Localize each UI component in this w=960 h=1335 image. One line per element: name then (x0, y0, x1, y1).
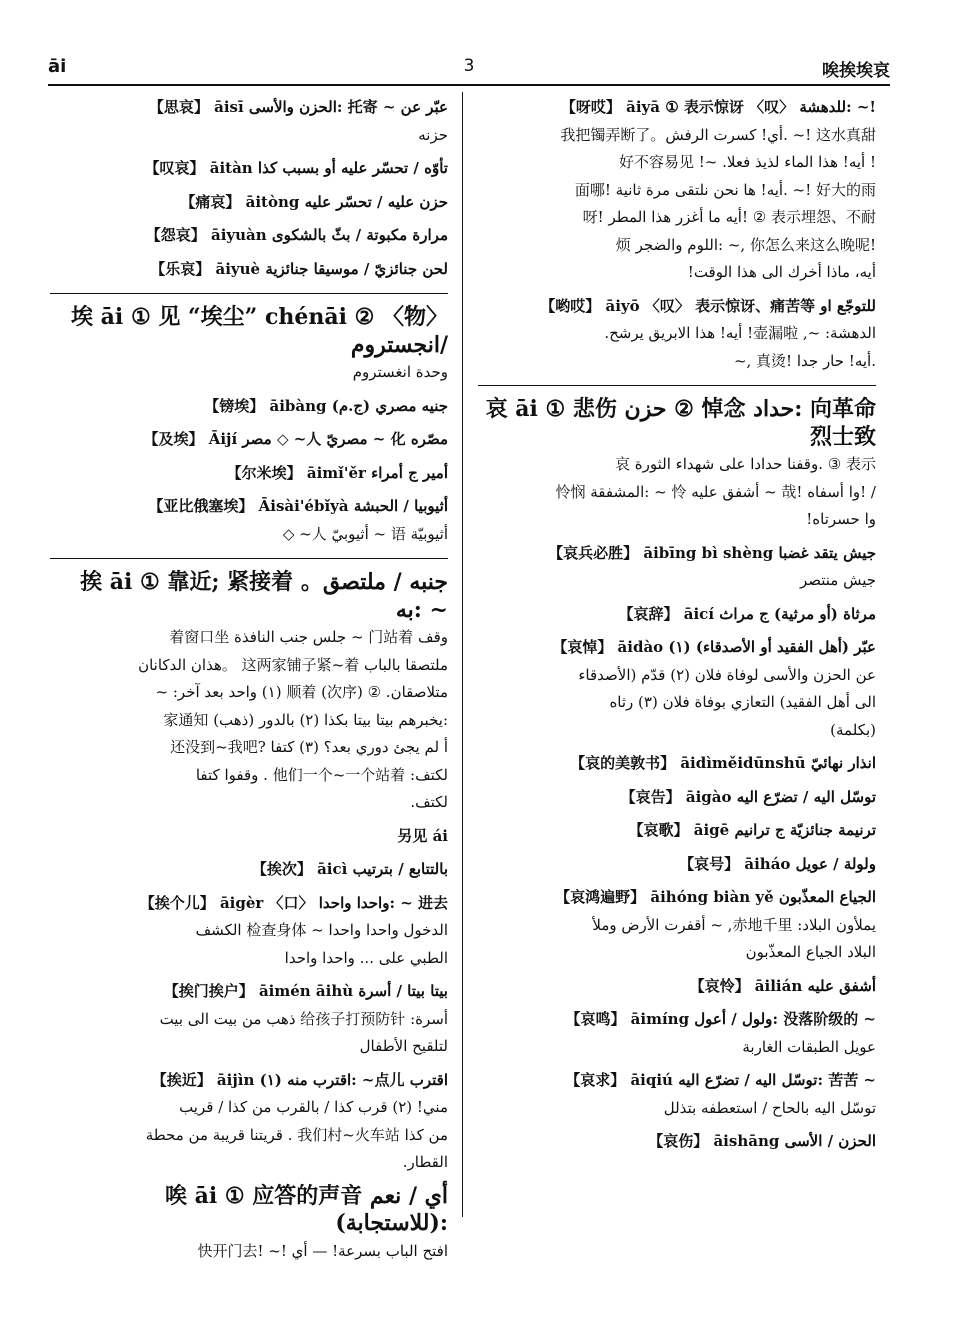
entry-headword-line: 【思哀】 āisī الحزن والأسى: 托寄 ~ عبّر عن (148, 98, 448, 116)
entry-definition-line: 呀! أيه ما أغزر هذا المطر! ② 表示埋怨、不耐 (582, 208, 876, 226)
entry-headword-line: 【怨哀】 āiyuàn مرارة مكبوتة / بثّ بالشكوى (145, 226, 448, 244)
dictionary-entry (478, 293, 876, 376)
entry-definition-line: (بكلمة) (830, 720, 876, 739)
dictionary-entry (50, 1067, 448, 1177)
entry-headword-line: 【叹哀】 āitàn تأوّه / تحسّر عليه أو بسبب كذا (144, 159, 448, 177)
dictionary-entry (478, 1006, 876, 1061)
entry-headword-line: 【挨个儿】 āigèr 〈口〉 واحدا واحدا: ~ 进去 (139, 893, 448, 912)
dictionary-entry (50, 493, 448, 548)
entry-headword-line: 【哀鸿遍野】 āihóng biàn yě الجياع المعذّبون (555, 888, 876, 906)
section-separator (478, 385, 876, 386)
entry-definition-line: 家通知 (ذهب) يخبرهم بيتا بيتا بكذا (٢) بالدور: (163, 710, 448, 729)
entry-headword-line: 挨 āi ① 靠近; 紧接着 。جنبه / ملتصق به: ~ (80, 569, 448, 623)
section-separator (50, 558, 448, 559)
entry-definition-line: 面哪! أيه! ها نحن نلتقى مرة ثانية. ~! 好大的雨 (574, 180, 876, 199)
entry-headword-line: 【哀鸣】 āimíng ولول / أعول: 没落阶级的 ~ (565, 1010, 876, 1028)
entry-headword-line: 埃 āi ① 见 “埃尘” chénāi ② 〈物〉 انجستروم/ (71, 304, 448, 358)
entry-definition-line: لكتف. (410, 793, 448, 811)
entry-definition-line: 哀 وقفنا حدادا على شهداء الثورة. ③ 表示 (615, 455, 876, 473)
entry-definition-line: لتلقيح الأطفال (359, 1037, 448, 1055)
dictionary-entry (50, 823, 448, 851)
entry-headword-line: 【镑埃】 āibàng جنيه مصري (ج.م) (204, 396, 448, 415)
entry-definition-line: الطبي على ... واحدا واحدا (284, 948, 448, 967)
entry-definition-line: ملتصقا بالباب 这两家铺子紧~着 。هذان الدكانان (138, 655, 448, 674)
dictionary-entry (50, 393, 448, 421)
page-number: 3 (463, 56, 475, 76)
entry-definition-line: مني! (٢) قرب كذا / بالقرب من كذا / قريب (179, 1098, 448, 1116)
header-rule (48, 84, 890, 86)
dictionary-entry (50, 1183, 448, 1266)
dictionary-entry (478, 634, 876, 744)
entry-definition-line: وا حسرتاه! (806, 510, 876, 528)
entry-definition-line: حزنه (418, 125, 448, 144)
entry-headword-line: 【哀伤】 āishāng الحزن / الأسى (648, 1132, 876, 1150)
entry-headword-line: 【哀悼】 āidào (١) عبّر (أهل الفقيد أو الأصدقاء) (552, 638, 876, 656)
dictionary-column-right (478, 94, 876, 1162)
entry-definition-line: 着窗口坐 جلس جنب النافذة ~ 门站着 وقف (169, 628, 448, 646)
entry-definition-line: 快开门去! ~! افتح الباب بسرعة! — أي (197, 1241, 448, 1260)
dictionary-entry (478, 851, 876, 879)
entry-definition-line: توسّل اليه بالحاح / استعطفه بتذلل (663, 1098, 876, 1117)
entry-headword-line: 【及埃】 Āijí مصر ◇ ~人 مصريّ ~ 化 مصّره (143, 430, 448, 448)
entry-definition-line: أسرة: 给孩子打预防针 ذهب من بيت الى بيت (159, 1009, 448, 1028)
entry-definition-line: لكتف: 他们一个~一个站着 . وقفوا كتفا (195, 765, 448, 784)
dictionary-entry (50, 222, 448, 250)
header-left-term: āi (48, 56, 67, 77)
dictionary-column-left (50, 94, 448, 1271)
dictionary-entry (50, 890, 448, 973)
dictionary-entry (478, 540, 876, 595)
entry-definition-line: متلاصقان. ② 顺着 (次序) (١) واحد بعد آخر: ~ (155, 683, 448, 701)
entry-definition-line: أيه، ماذا أخرك الى هذا الوقت! (687, 263, 876, 281)
entry-headword-line: 【尔米埃】 āimǐ'ěr أمير ج أمراء (226, 463, 448, 482)
dictionary-entry (50, 256, 448, 284)
entry-definition-line: 烦 اللوم والضجر: ~, 你怎么来这么晚呢! (615, 235, 876, 254)
dictionary-entry (478, 1128, 876, 1156)
dictionary-entry (50, 460, 448, 488)
entry-headword-line: 【哀告】 āigào توسّل اليه / تضرّع اليه (620, 787, 876, 806)
entry-headword-line: 【哀辞】 āicí مرثاة (أو مرثية) ج مراث (618, 604, 876, 623)
entry-definition-line: القطار. (402, 1153, 448, 1171)
entry-headword-line: 【哀求】 āiqiú توسّل اليه / تضرّع اليه: 苦苦 ~ (565, 1071, 876, 1089)
entry-definition-line: عن الحزن والأسى لوفاة فلان (٢) قدّم (الأصدقاء (578, 665, 876, 684)
entry-definition-line: 我把镯弄断了。أي! كسرت الرفش. ~! 这水真甜 (560, 125, 876, 144)
dictionary-entry (50, 155, 448, 183)
entry-headword-line: 【呀哎】 āiyā ① 表示惊讶 〈叹〉 للدهشة: ~! (560, 98, 876, 116)
entry-headword-line: 【乐哀】 āiyuè لحن جنائزيّ / موسيقا جنائزية (150, 259, 448, 278)
entry-headword-line: 另见 ái (397, 826, 448, 845)
entry-definition-line: جيش منتصر (799, 571, 876, 589)
dictionary-entry (478, 750, 876, 778)
dictionary-entry (478, 601, 876, 629)
entry-definition-line: ◇ ~人 أثيوبيّ ~ 语 أثيوبيّة (282, 524, 448, 543)
entry-definition-line: من كذا 我们村~火车站 . قريتنا قريبة من محطة (145, 1125, 448, 1144)
dictionary-entry (50, 426, 448, 454)
page-header (48, 56, 890, 86)
entry-headword-line: 【痛哀】 āitòng حزن عليه / تحسّر عليه (180, 192, 448, 211)
entry-headword-line: 【挨近】 āijìn (١) اقترب منه: ~点儿 اقترب (151, 1070, 448, 1089)
dictionary-entry (50, 189, 448, 217)
entry-definition-line: 怜悯 المشفقة: ~ 怜 أشفق عليه ~ 哉! وا أسفاه! / (555, 482, 876, 501)
entry-headword-line: 【哟哎】 āiyō 〈叹〉 表示惊讶、痛苦等 للتوجّع او (540, 296, 876, 315)
entry-headword-line: 【哀歌】 āigē ترنيمة جنائزيّة ج ترانيم (628, 821, 876, 839)
entry-headword-line: 【哀兵必胜】 āibīng bì shèng جيش يتقد غضبا (548, 543, 876, 562)
dictionary-entry (478, 784, 876, 812)
entry-definition-line: الدخول واحدا واحدا ~ 检查身体 الكشف (195, 921, 448, 939)
dictionary-entry (478, 973, 876, 1001)
entry-definition-line: عويل الطبقات الغاربة (742, 1037, 876, 1056)
entry-definition-line: وحدة انغستروم (352, 363, 448, 381)
entry-definition-line: يملأون البلاد: 赤地千里, ~ أقفرت الأرض وملأ (592, 915, 876, 934)
entry-headword-line: 【挨门挨户】 āimén āihù بيتا بيتا / أسرة (163, 982, 448, 1000)
dictionary-entry (50, 304, 448, 387)
dictionary-entry (478, 94, 876, 287)
entry-definition-line: الدهشة: ~, 壶漏啦! أيه! هذا الابريق يرشح. (604, 324, 876, 342)
entry-headword-line: 哀 āi ① 悲伤 حزن ② 悼念 حداد: 向革命烈士致 (485, 396, 876, 450)
dictionary-entry (50, 569, 448, 817)
header-right-term: 唉挨埃哀 (822, 61, 890, 81)
dictionary-entry (50, 94, 448, 149)
entry-headword-line: 【亚比俄塞埃】 Āisài'ébǐyà أثيوبيا / الحبشة (148, 497, 448, 515)
entry-headword-line: 唉 āi ① 应答的声音 أي / نعم (للاستجابة): (164, 1182, 448, 1236)
dictionary-entry (50, 856, 448, 884)
entry-headword-line: 【哀号】 āiháo ولولة / عويل (679, 854, 876, 873)
entry-headword-line: 【挨次】 āicì بالتتابع / بترتيب (251, 860, 448, 878)
entry-definition-line: 还没到~我吧? أ لم يجئ دوري بعد؟ (٣) كتفا (170, 738, 448, 756)
dictionary-entry (478, 1067, 876, 1122)
dictionary-entry (50, 978, 448, 1061)
entry-definition-line: الى أهل الفقيد) التعازي بوفاة فلان (٣) رثاه (609, 693, 876, 711)
column-divider (462, 92, 463, 1217)
entry-headword-line: 【哀的美敦书】 āidìměidūnshū انذار نهائيّ (570, 754, 876, 772)
entry-definition-line: البلاد الجياع المعذّبون (745, 943, 876, 961)
dictionary-entry (478, 396, 876, 534)
section-separator (50, 293, 448, 294)
dictionary-entry (478, 817, 876, 845)
dictionary-entry (478, 884, 876, 967)
entry-definition-line: ! أيه! هذا الماء لذيذ فعلا. ~! 好不容易见 (618, 153, 876, 171)
entry-definition-line: ~, 真烫! أيه! حار جدا. (733, 351, 876, 370)
entry-headword-line: 【哀怜】 āilián أشفق عليه (689, 976, 876, 995)
